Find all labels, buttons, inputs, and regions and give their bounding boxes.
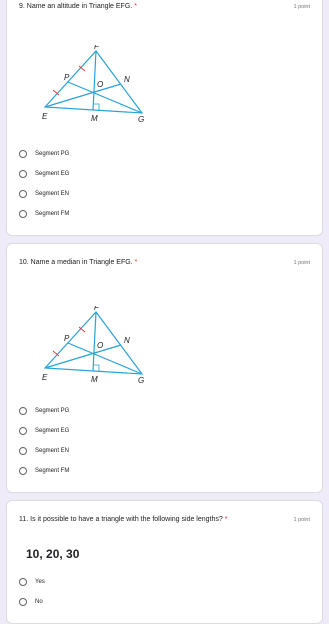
triangle-efg-figure [37, 45, 147, 123]
radio-button[interactable] [19, 210, 27, 218]
point-label-n: N [124, 75, 130, 84]
option-label: Segment EG [35, 428, 70, 434]
radio-button[interactable] [19, 427, 27, 435]
option-segment-eg[interactable] [19, 425, 69, 437]
required-asterisk: * [134, 259, 138, 266]
option-label: No [35, 599, 43, 605]
triangle-efg-figure [37, 306, 147, 384]
right-angle-marker [93, 104, 99, 110]
option-segment-fm[interactable] [19, 465, 69, 477]
option-label: Segment FM [35, 468, 70, 474]
question-title: 11. Is it possible to have a triangle with the following side lengths? * [19, 516, 228, 523]
segment-fm [93, 312, 96, 371]
required-asterisk: * [134, 3, 137, 10]
points-label: 1 point [293, 517, 310, 523]
option-no[interactable] [19, 596, 43, 608]
radio-button[interactable] [19, 170, 27, 178]
option-label: Segment PG [35, 408, 70, 414]
point-label-m: M [91, 375, 98, 384]
vertex-label-g: G [138, 376, 145, 384]
segment-en [45, 84, 121, 107]
radio-button[interactable] [19, 447, 27, 455]
points-label: 1 point [293, 260, 310, 266]
vertex-label-f: F [94, 306, 99, 312]
radio-button[interactable] [19, 150, 27, 158]
required-asterisk: * [224, 516, 228, 523]
point-label-o: O [97, 341, 104, 350]
point-label-m: M [91, 114, 98, 123]
option-label: Yes [35, 579, 45, 585]
option-label: Segment EG [35, 171, 70, 177]
option-yes[interactable] [19, 576, 45, 588]
radio-button[interactable] [19, 598, 27, 606]
radio-button[interactable] [19, 190, 27, 198]
segment-fm [93, 51, 96, 110]
point-label-p: P [64, 73, 70, 82]
option-segment-en[interactable] [19, 188, 69, 200]
option-segment-en[interactable] [19, 445, 69, 457]
option-segment-pg[interactable] [19, 148, 69, 160]
option-segment-fm[interactable] [19, 208, 69, 220]
radio-button[interactable] [19, 407, 27, 415]
side-lengths-text: 10, 20, 30 [26, 547, 80, 561]
question-title: 10. Name a median in Triangle EFG. * [19, 259, 138, 266]
point-label-o: O [97, 80, 104, 89]
radio-button[interactable] [19, 578, 27, 586]
point-label-n: N [124, 336, 130, 345]
option-label: Segment FM [35, 211, 70, 217]
vertex-label-e: E [42, 112, 48, 121]
right-angle-marker [93, 365, 99, 371]
question-title: 9. Name an altitude in Triangle EFG. * [19, 3, 137, 10]
question-card-9 [6, 0, 323, 236]
points-label: 1 point [293, 4, 310, 10]
vertex-label-f: F [94, 45, 99, 51]
radio-button[interactable] [19, 467, 27, 475]
vertex-label-e: E [42, 373, 48, 382]
vertex-label-g: G [138, 115, 145, 123]
option-label: Segment PG [35, 151, 70, 157]
option-segment-eg[interactable] [19, 168, 69, 180]
option-label: Segment EN [35, 448, 70, 454]
option-segment-pg[interactable] [19, 405, 69, 417]
segment-en [45, 345, 121, 368]
question-card-11 [6, 500, 323, 624]
question-card-10 [6, 243, 323, 493]
point-label-p: P [64, 334, 70, 343]
option-label: Segment EN [35, 191, 70, 197]
